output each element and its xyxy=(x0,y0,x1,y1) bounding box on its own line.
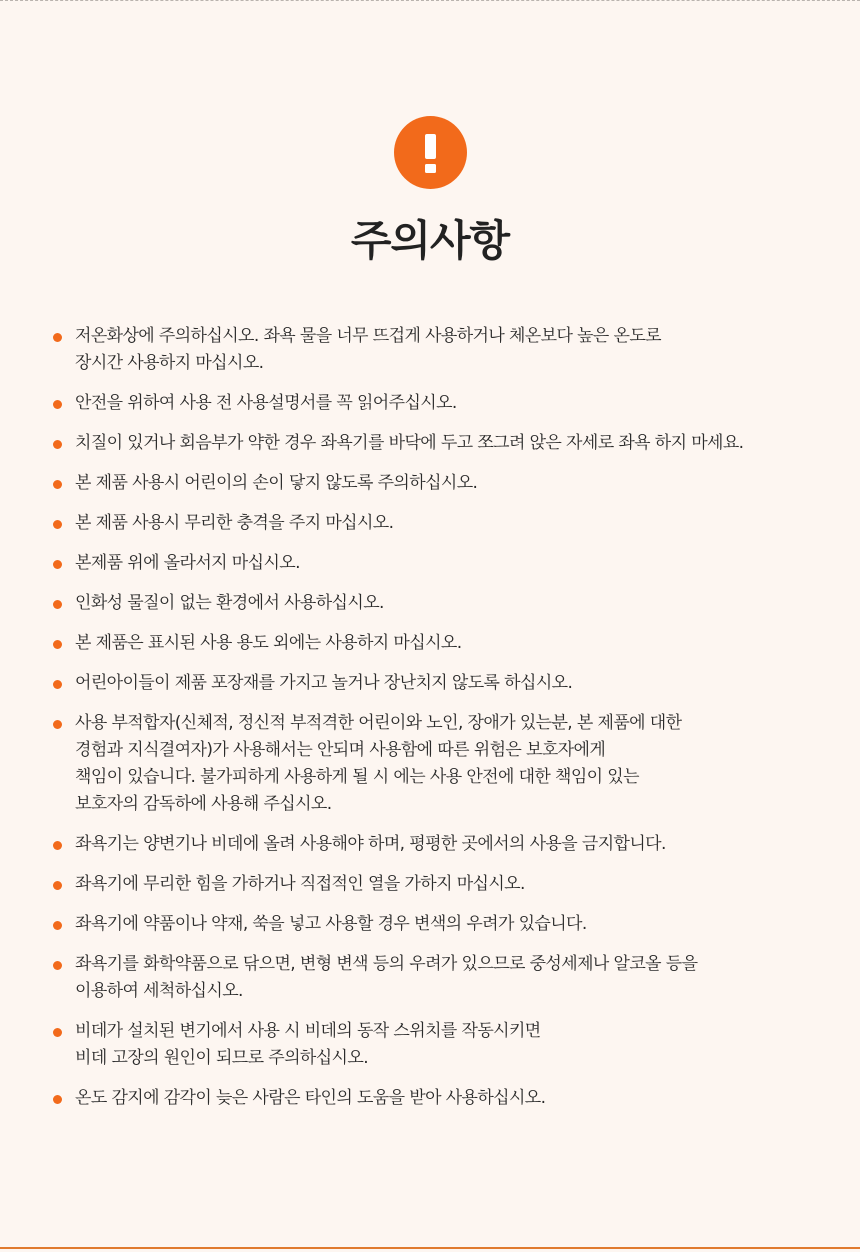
top-divider xyxy=(0,0,860,3)
list-item-text: 본제품 위에 올라서지 마십시오. xyxy=(75,553,300,573)
caution-list xyxy=(50,323,840,1125)
bullet-dot-icon xyxy=(53,841,62,850)
list-item xyxy=(50,670,840,697)
bullet-dot-icon xyxy=(53,720,62,729)
list-item-text: 좌욕기를 화학약품으로 닦으면, 변형 변색 등의 우려가 있으므로 중성세제나 알코올 등을 이용하여 세척하십시오. xyxy=(75,954,698,1001)
list-item-text: 인화성 물질이 없는 환경에서 사용하십시오. xyxy=(75,593,384,613)
list-item-text: 본 제품은 표시된 사용 용도 외에는 사용하지 마십시오. xyxy=(75,633,462,653)
bullet-dot-icon xyxy=(53,1028,62,1037)
list-item xyxy=(50,871,840,898)
list-item-text: 온도 감지에 감각이 늦은 사람은 타인의 도움을 받아 사용하십시오. xyxy=(75,1088,546,1108)
bullet-dot-icon xyxy=(53,520,62,529)
list-item-text: 본 제품 사용시 무리한 충격을 주지 마십시오. xyxy=(75,513,394,533)
list-item-text: 사용 부적합자(신체적, 정신적 부적격한 어린이와 노인, 장애가 있는분, 본 제품에 대한 경험과 지식결여자)가 사용해서는 안되며 사용함에 따른 위험은 보호자에게 책임이 있습니다. 불가피하게 사용하게 될 시 에는 사용 안전에 대한 책임이 있는 보호자의 감독하에 사용해 주십시오. xyxy=(75,713,682,814)
exclamation-icon xyxy=(394,116,467,189)
list-item xyxy=(50,911,840,938)
list-item xyxy=(50,430,840,457)
list-item-text: 비데가 설치된 변기에서 사용 시 비데의 동작 스위치를 작동시키면 비데 고장의 원인이 되므로 주의하십시오. xyxy=(75,1021,541,1068)
bottom-divider xyxy=(0,1247,860,1249)
bullet-dot-icon xyxy=(53,640,62,649)
bullet-dot-icon xyxy=(53,881,62,890)
list-item-text: 좌욕기는 양변기나 비데에 올려 사용해야 하며, 평평한 곳에서의 사용을 금지합니다. xyxy=(75,834,666,854)
bullet-dot-icon xyxy=(53,680,62,689)
list-item-text: 본 제품 사용시 어린이의 손이 닿지 않도록 주의하십시오. xyxy=(75,473,478,493)
list-item xyxy=(50,590,840,617)
list-item xyxy=(50,1018,840,1072)
list-item xyxy=(50,470,840,497)
list-item xyxy=(50,710,840,818)
bullet-dot-icon xyxy=(53,560,62,569)
list-item xyxy=(50,390,840,417)
bullet-dot-icon xyxy=(53,400,62,409)
list-item-text: 치질이 있거나 회음부가 약한 경우 좌욕기를 바닥에 두고 쪼그려 앉은 자세로 좌욕 하지 마세요. xyxy=(75,433,744,453)
list-item xyxy=(50,1085,840,1112)
bullet-dot-icon xyxy=(53,333,62,342)
bullet-dot-icon xyxy=(53,921,62,930)
list-item-text: 좌욕기에 무리한 힘을 가하거나 직접적인 열을 가하지 마십시오. xyxy=(75,874,525,894)
bullet-dot-icon xyxy=(53,961,62,970)
list-item-text: 어린아이들이 제품 포장재를 가지고 놀거나 장난치지 않도록 하십시오. xyxy=(75,673,573,693)
bullet-dot-icon xyxy=(53,440,62,449)
list-item xyxy=(50,951,840,1005)
list-item xyxy=(50,510,840,537)
list-item-text: 안전을 위하여 사용 전 사용설명서를 꼭 읽어주십시오. xyxy=(75,393,457,413)
list-item-text: 저온화상에 주의하십시오. 좌욕 물을 너무 뜨겁게 사용하거나 체온보다 높은 온도로 장시간 사용하지 마십시오. xyxy=(75,326,661,373)
bullet-dot-icon xyxy=(53,600,62,609)
bullet-dot-icon xyxy=(53,1095,62,1104)
list-item-text: 좌욕기에 약품이나 약재, 쑥을 넣고 사용할 경우 변색의 우려가 있습니다. xyxy=(75,914,587,934)
list-item xyxy=(50,323,840,377)
bullet-dot-icon xyxy=(53,480,62,489)
list-item xyxy=(50,630,840,657)
page-title: 주의사항 xyxy=(350,216,510,265)
list-item xyxy=(50,831,840,858)
list-item xyxy=(50,550,840,577)
